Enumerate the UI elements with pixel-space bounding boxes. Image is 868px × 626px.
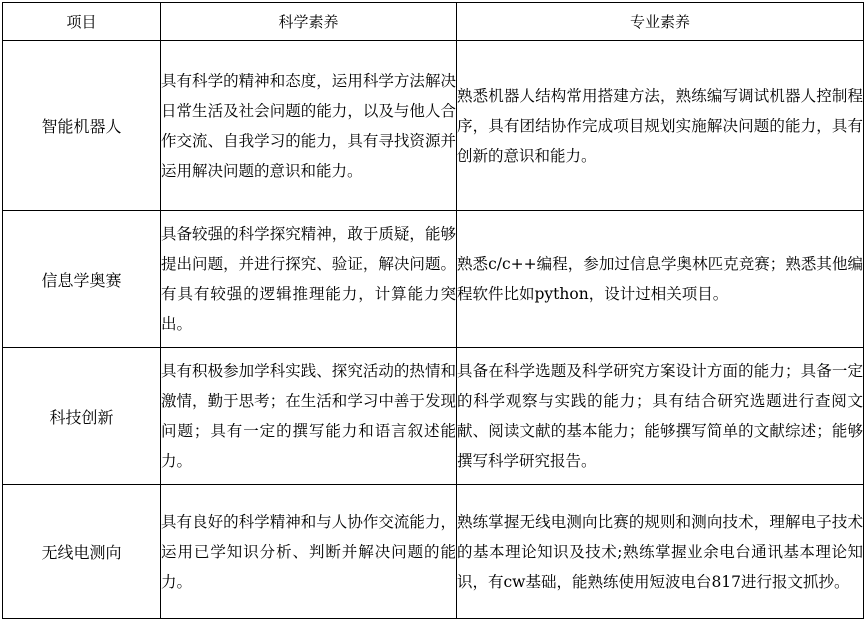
professional-cell: 熟练掌握无线电测向比赛的规则和测向技术，理解电子技术的基本理论知识及技术;熟练掌握业余电台通讯基本理论知识，有cw基础，能熟练使用短波电台817进行报文抓抄。 bbox=[457, 485, 864, 619]
header-professional: 专业素养 bbox=[457, 3, 864, 41]
professional-cell: 熟悉机器人结构常用搭建方法，熟练编写调试机器人控制程序，具有团结协作完成项目规划实施解决问题的能力，具有创新的意识和能力。 bbox=[457, 41, 864, 211]
professional-cell: 具备在科学选题及科学研究方案设计方面的能力；具备一定的科学观察与实践的能力；具有结合研究选题进行查阅文献、阅读文献的基本能力；能够撰写简单的文献综述；能够撰写科学研究报告。 bbox=[457, 348, 864, 485]
science-cell: 具备较强的科学探究精神，敢于质疑，能够提出问题，并进行探究、验证，解决问题。有具有较强的逻辑推理能力，计算能力突出。 bbox=[161, 211, 457, 348]
science-cell: 具有良好的科学精神和与人协作交流能力，运用已学知识分析、判断并解决问题的能力。 bbox=[161, 485, 457, 619]
table-row bbox=[3, 211, 864, 348]
table-row bbox=[3, 348, 864, 485]
professional-cell: 熟悉c/c++编程，参加过信息学奥林匹克竞赛；熟悉其他编程软件比如python，设计过相关项目。 bbox=[457, 211, 864, 348]
item-cell: 智能机器人 bbox=[3, 41, 161, 211]
science-cell: 具有积极参加学科实践、探究活动的热情和激情，勤于思考；在生活和学习中善于发现问题；具有一定的撰写能力和语言叙述能力。 bbox=[161, 348, 457, 485]
competency-table bbox=[2, 2, 864, 619]
item-cell: 信息学奥赛 bbox=[3, 211, 161, 348]
table-row bbox=[3, 485, 864, 619]
item-cell: 无线电测向 bbox=[3, 485, 161, 619]
table-row bbox=[3, 41, 864, 211]
item-cell: 科技创新 bbox=[3, 348, 161, 485]
science-cell: 具有科学的精神和态度，运用科学方法解决日常生活及社会问题的能力，以及与他人合作交流、自我学习的能力，具有寻找资源并运用解决问题的意识和能力。 bbox=[161, 41, 457, 211]
header-science: 科学素养 bbox=[161, 3, 457, 41]
header-item: 项目 bbox=[3, 3, 161, 41]
header-row bbox=[3, 3, 864, 41]
